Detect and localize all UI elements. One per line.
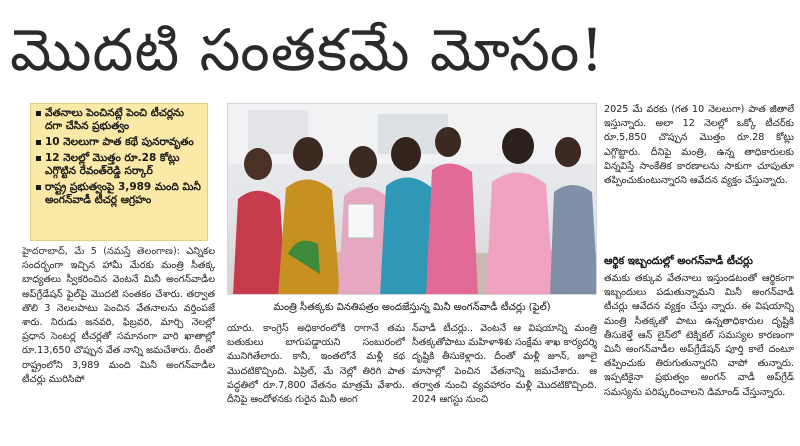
article-text: ఎన్నికల సందర్భంగా ఇచ్చిన హామీ మేరకు మంత్రి సీతక్క బాధ్యతలు స్వీకరించిన వెంటనే మినీ అంగన్‌వాడీల అప్‌గ్రేడేషన్ ఫైల్‌పై మొదటి సంతకం చేశారు. తర్వాత తొలి 3 నెలలపాటు పెంచిన వేతనాలను వర్తింపజే శారు. నిరుడు జనవరి, ఫిబ్రవరి, మార్చి నెలల్లో ప్రధాన సెంటర్ల టీచర్లతో సమానంగా వారి ఖాతాల్లో రూ.13,650 చొప్పున వేత నాన్ని జమచేశారు. దీంతో రాష్ట్రంలోని 3,989 మంది మినీ అంగన్‌వాడీల టీచర్లు మురిసిపో xyxy=(22,246,215,385)
article-text: న్‌వాడీ టీచర్లు.. వెంటనే ఆ విషయాన్ని మంత్రి సీతక్కతోపాటు మహిళాశిశు సంక్షేమ శాఖ కార్యదర్శి దృష్టికి తీసుకెళ్లారు. దీంతో మళ్లీ జూన్, జూలై మాసాల్లో పెంచిన వేతనాన్ని జమచేశారు. ఆ తర్వాత నుంచి వ్యవహారం మళ్లీ మొదటికొచ్చింది. 2024 ఆగస్టు నుంచి xyxy=(412,323,597,406)
article-column-4 xyxy=(604,103,794,247)
dateline: హైదరాబాద్, మే 5 (నమస్తే తెలంగాణ): xyxy=(22,246,180,257)
highlights-box xyxy=(30,103,208,241)
highlight-item: 12 నెలల్లో మొత్తం రూ.28 కోట్లు ఎగ్గొట్టిన రేవంత్‌రెడ్డి సర్కార్ xyxy=(35,152,203,178)
article-text: 2025 మే వరకు (గత 10 నెలలుగా) పాత జీతాలే ఇస్తున్నారు. అలా 12 నెలల్లో ఒక్కో టీచర్‌కు రూ.5,850 చొప్పున మొత్తం రూ.28 కోట్లు ఎగ్గొట్టారు. దీనిపై మంత్రి, ఉన్న తాధికారులకు విన్నవిస్తే సాంకేతిక కారణాలను సాకుగా చూపుతూ తప్పించుకుంటున్నారని ఆవేదన వ్యక్తం చేస్తున్నారు. xyxy=(604,104,794,187)
article-column-5 xyxy=(604,272,794,446)
headline: మొదటి సంతకమే మోసం! xyxy=(10,16,605,84)
subheading: ఆర్థిక ఇబ్బందుల్లో అంగన్‌వాడీ టీచర్లు xyxy=(604,255,753,267)
photo-caption: మంత్రి సీతక్కకు వినతిపత్రం అందజేస్తున్న మినీ అంగన్‌వాడీ టీచర్లు (ఫైల్) xyxy=(273,302,551,313)
article-column-1 xyxy=(22,245,215,445)
photo-illustration xyxy=(228,104,597,295)
article-column-2 xyxy=(227,322,405,446)
news-photo xyxy=(227,103,597,295)
article-text: తమకు తక్కువ వేతనాలు ఇస్తుండటంతో ఆర్థికంగా ఇబ్బందులు పడుతున్నామని మినీ అంగన్‌వాడీ టీచర్లు ఆవేదన వ్యక్తం చేస్తు న్నారు. ఈ విషయాన్ని మంత్రి సీతక్కతో పాటు ఉన్నతాధికారుల దృష్టికి తీసుకెళ్తే ఆన్ లైన్‌లో టెక్నికల్ సమస్యల కారణంగా మినీ అంగన్‌వాడీల అప్‌గ్రేడేషన్ పూర్తి కాలే దంటూ తప్పించుకు తిరుగుతున్నారని వాపో తున్నారు. ఇప్పటికైనా ప్రభుత్వం అంగన్ వాడీ అప్‌గ్రేడ్ సమస్యను పరిష్కరించాలని డిమాండ్ చేస్తున్నారు. xyxy=(604,273,794,398)
article-text: యారు. కాంగ్రెస్ అధికారంలోకి రాగానే తమ బతుకులు బాగుపడ్డాయని సంబురంలో మునిగితేలారు. కానీ, ఇంతలోనే మళ్లీ కథ మొదటికొచ్చింది. ఏప్రిల్, మే నెల్లో తిరిగి పాత పద్ధతిలో రూ.7,800 వేతనం మాత్రమే వేశారు. దీనిపై ఆందోళనకు గురైన మినీ అంగ xyxy=(227,323,405,406)
highlight-item: వేతనాలు పెంచినట్లే పెంచి టీచర్లను దగా చేసిన ప్రభుత్వం xyxy=(35,107,203,133)
article-column-3 xyxy=(412,322,597,446)
highlight-item: 10 నెలలుగా పాత కథే పునరావృతం xyxy=(35,136,203,149)
highlight-item: రాష్ట్ర ప్రభుత్వంపై 3,989 మంది మినీ అంగన్‌వాడీ టీచర్ల ఆగ్రహం xyxy=(35,181,203,207)
